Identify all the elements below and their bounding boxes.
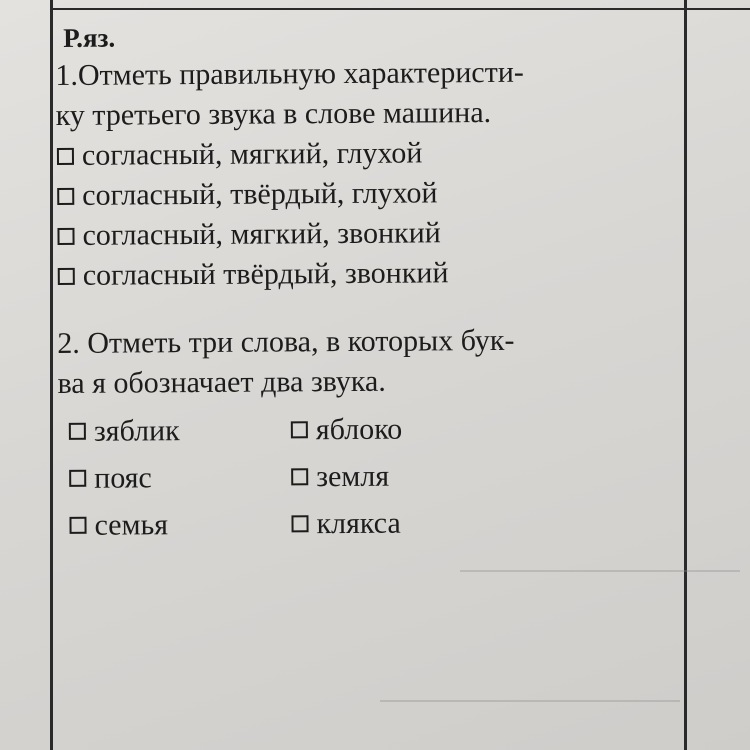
question-2-option[interactable] (68, 453, 290, 502)
question-2-options-grid (68, 404, 689, 549)
checkbox-icon[interactable] (291, 468, 308, 485)
bleed-through-line (460, 570, 740, 572)
table-border-top (50, 8, 750, 10)
question-1-text-line-1: 1.Отметь правильную характеристи- (55, 55, 524, 92)
checkbox-icon[interactable] (291, 421, 308, 438)
question-1-text-line-2: ку третьего звука в слове машина. (55, 95, 492, 132)
question-1-option[interactable] (56, 172, 686, 216)
subject-heading: Р.яз. (63, 22, 116, 53)
question-2-option[interactable] (290, 452, 530, 501)
checkbox-icon[interactable] (57, 147, 74, 164)
question-1-option[interactable] (56, 132, 686, 176)
question-1-option[interactable] (57, 252, 687, 296)
question-2-text-line-1: 2. Отметь три слова, в которых бук- (57, 323, 515, 360)
bleed-through-line (380, 700, 680, 702)
checkbox-icon[interactable] (69, 470, 86, 487)
checkbox-icon[interactable] (69, 423, 86, 440)
option-label: согласный, мягкий, звонкий (82, 216, 441, 252)
checkbox-icon[interactable] (69, 517, 86, 534)
checkbox-icon[interactable] (291, 515, 308, 532)
option-label: яблоко (315, 412, 403, 447)
checkbox-icon[interactable] (57, 227, 74, 244)
question-2-option[interactable] (68, 406, 290, 455)
question-2-option[interactable] (290, 499, 530, 548)
checkbox-icon[interactable] (58, 267, 75, 284)
question-2-option[interactable] (68, 500, 290, 549)
question-2-text-line-2: ва я обозначает два звука. (57, 364, 386, 400)
option-label: согласный, мягкий, глухой (81, 136, 423, 172)
question-1-option[interactable] (56, 212, 686, 256)
option-label: пояс (94, 461, 152, 495)
question-2 (57, 320, 688, 404)
option-label: семья (94, 508, 169, 542)
question-2-option[interactable] (290, 405, 530, 454)
checkbox-icon[interactable] (57, 187, 74, 204)
option-label: согласный, твёрдый, глухой (82, 176, 438, 212)
worksheet (55, 16, 689, 549)
table-border-left (50, 0, 53, 750)
option-label: зяблик (93, 414, 180, 448)
option-label: земля (316, 459, 390, 494)
option-label: согласный твёрдый, звонкий (82, 256, 449, 292)
question-1 (55, 52, 686, 136)
option-label: клякса (316, 506, 401, 541)
